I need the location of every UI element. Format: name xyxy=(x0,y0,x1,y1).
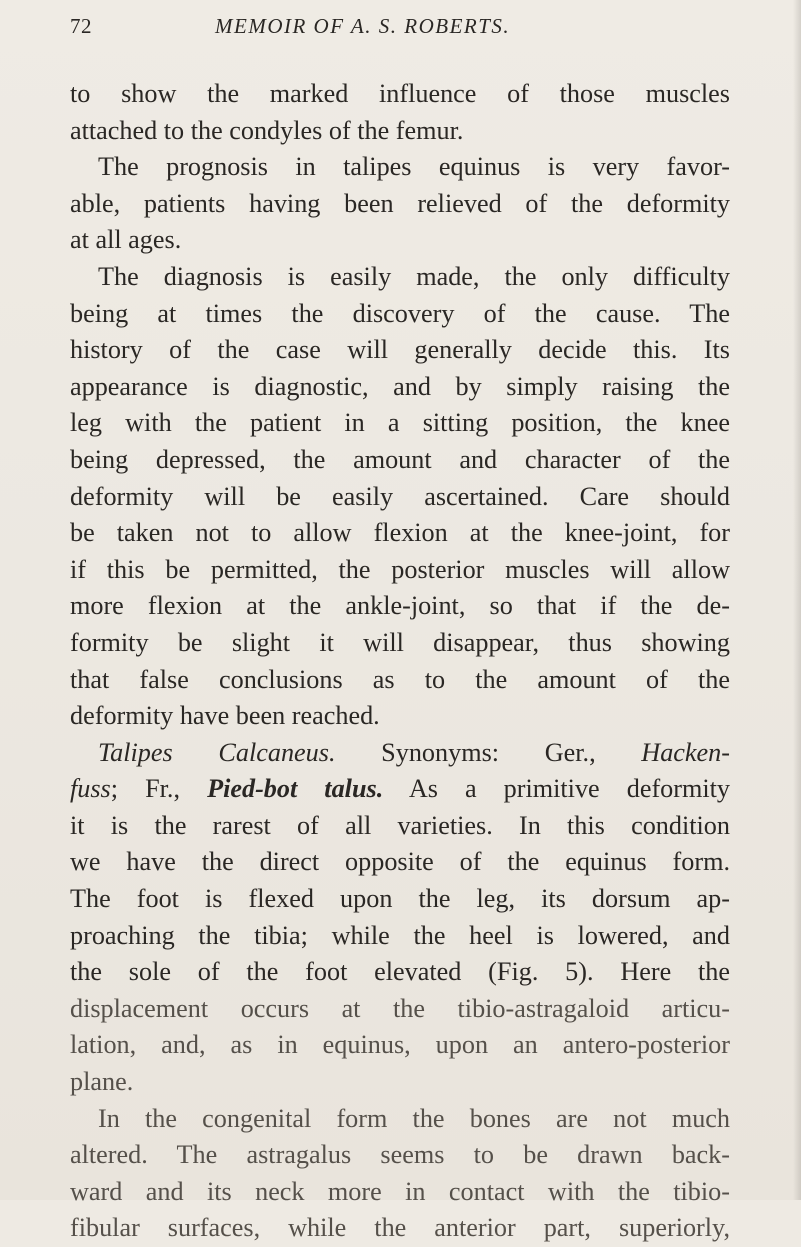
text-line: displacement occurs at the tibio-astragaloid articu- xyxy=(70,993,730,1023)
italic-term: Hacken- xyxy=(641,737,730,767)
text-line: The prognosis in talipes equinus is very favor- xyxy=(98,152,730,182)
text-line-calcaneus-heading xyxy=(70,735,730,772)
text-line: being at times the discovery of the cause. The xyxy=(70,298,730,328)
text-line: The diagnosis is easily made, the only difficulty xyxy=(98,261,730,291)
text-line: to show the marked influence of those muscles xyxy=(70,79,730,108)
text-line: able, patients having been relieved of the deformity xyxy=(70,188,730,218)
text-line: we have the direct opposite of the equinus form. xyxy=(70,847,730,877)
text-line: leg with the patient in a sitting position, the knee xyxy=(70,408,730,438)
text-line: proaching the tibia; while the heel is lowered, and xyxy=(70,920,730,950)
text-line: plane. xyxy=(70,1067,134,1097)
text-line: In the congenital form the bones are not much xyxy=(98,1103,730,1133)
text-line: deformity have been reached. xyxy=(70,701,380,731)
body-text xyxy=(70,76,730,1247)
italic-term: Talipes Calcaneus. xyxy=(98,737,336,767)
text-line: that false conclusions as to the amount of the xyxy=(70,664,730,694)
page-header xyxy=(70,14,710,44)
synonyms-text: ; Fr., xyxy=(110,774,208,804)
synonyms-text: As a primitive deformity xyxy=(383,774,730,804)
text-line: if this be permitted, the posterior muscles will allow xyxy=(70,554,730,584)
text-line: be taken not to allow flexion at the knee-joint, for xyxy=(70,518,730,548)
text-line: at all ages. xyxy=(70,225,182,255)
text-line: appearance is diagnostic, and by simply raising the xyxy=(70,371,730,401)
text-line: The foot is flexed upon the leg, its dorsum ap- xyxy=(70,884,730,914)
text-line: lation, and, as in equinus, upon an antero-posterior xyxy=(70,1030,730,1060)
text-line: altered. The astragalus seems to be drawn back- xyxy=(70,1140,730,1170)
page-number: 72 xyxy=(70,14,92,38)
text-line: it is the rarest of all varieties. In this condition xyxy=(70,810,730,840)
text-line: deformity will be easily ascertained. Care should xyxy=(70,481,730,511)
text-line-synonyms xyxy=(70,771,730,808)
synonyms-text: Synonyms: Ger., xyxy=(335,737,642,767)
text-line: more flexion at the ankle-joint, so that if the de- xyxy=(70,591,730,621)
text-line: formity be slight it will disappear, thus showing xyxy=(70,627,730,657)
text-line: ward and its neck more in contact with the tibio- xyxy=(70,1176,730,1206)
text-line: history of the case will generally decide this. Its xyxy=(70,335,730,365)
text-line: the sole of the foot elevated (Fig. 5). Here the xyxy=(70,957,730,987)
italic-term: fuss xyxy=(70,774,111,804)
text-line: being depressed, the amount and character of the xyxy=(70,444,730,474)
text-line: fibular surfaces, while the anterior part, superiorly, xyxy=(70,1213,730,1243)
running-title: MEMOIR OF A. S. ROBERTS. xyxy=(215,14,511,38)
text-line: attached to the condyles of the femur. xyxy=(70,115,464,145)
page-edge-shadow xyxy=(793,0,801,1200)
italic-term: Pied-bot talus. xyxy=(207,774,384,804)
